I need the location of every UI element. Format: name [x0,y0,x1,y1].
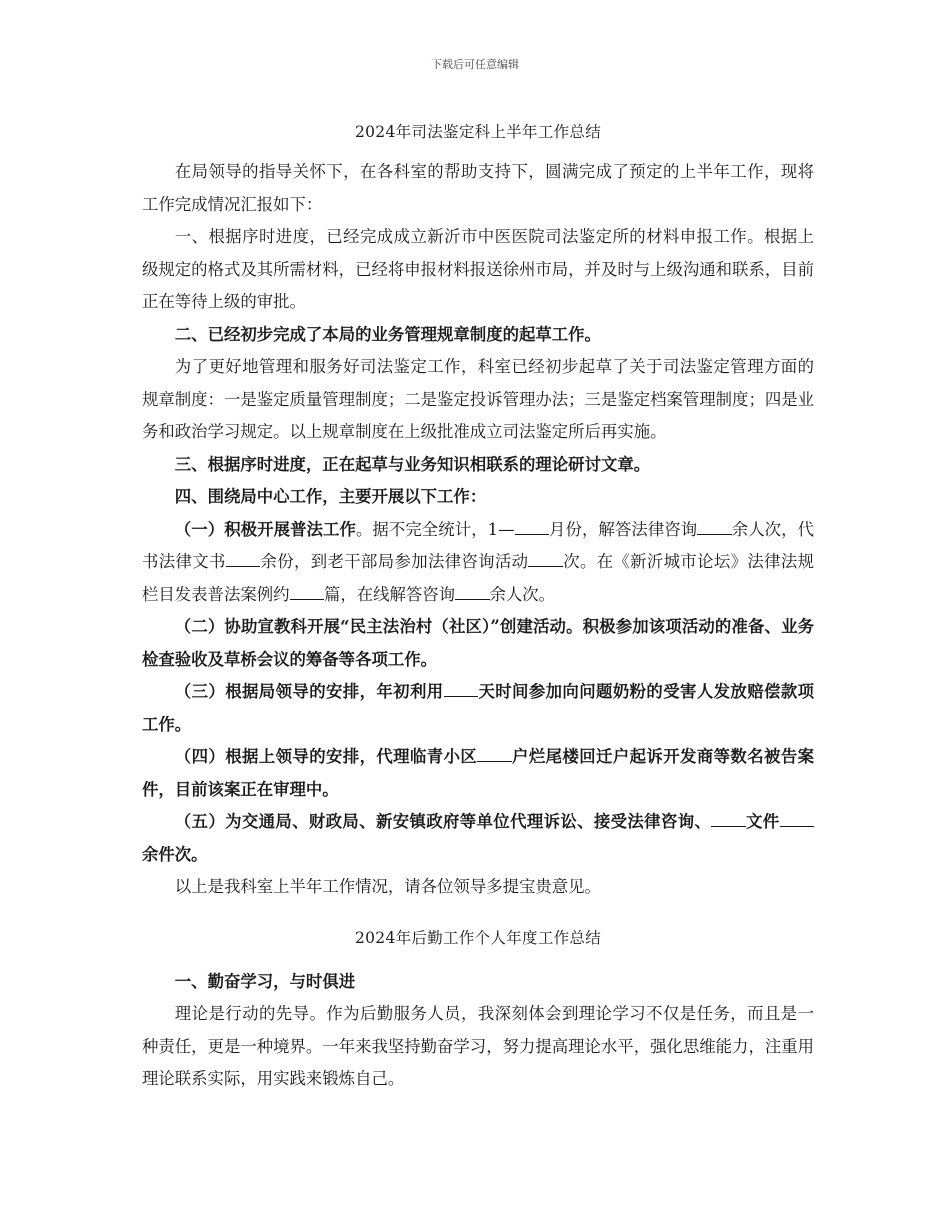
second-section-1-paragraph: 理论是行动的先导。作为后勤服务人员，我深刻体会到理论学习不仅是任务，而且是一种责任，更是一种境界。一年来我坚持勤奋学习，努力提高理论水平，强化思维能力，注重用理论联系实际，用实践来锻炼自己。 [142,1004,815,1088]
item-3-paragraph [142,676,814,741]
intro-paragraph: 在局领导的指导关怀下，在各科室的帮助支持下，圆满完成了预定的上半年工作，现将工作完成情况汇报如下： [142,162,814,214]
section-1-paragraph: 一、根据序时进度，已经完成成立新沂市中医医院司法鉴定所的材料申报工作。根据上级规定的格式及其所需材料，已经将申报材料报送徐州市局，并及时与上级沟通和联系，目前正在等待上级的审批。 [142,227,815,311]
blank-line [697,534,731,535]
page-header: 下载后可任意编辑 [431,58,519,71]
item-1-text: 余人次，代书法律文书 [142,519,815,571]
second-section-1-heading: 一、勤奋学习，与时俱进 [174,971,356,991]
document-body [142,120,814,1096]
blank-line [711,826,745,827]
closing-paragraph: 以上是我科室上半年工作情况，请各位领导多提宝贵意见。 [174,877,601,896]
item-3-text: 天时间参加向问题奶粉的受害人发放赔偿款项工作。 [142,682,815,734]
item-5-paragraph [142,806,814,871]
blank-line [515,534,549,535]
item-4-text: （四）根据上领导的安排，代理临青小区 [174,747,478,766]
blank-line [444,696,478,697]
second-document-title: 2024年后勤工作个人年度工作总结 [354,928,602,947]
item-5-text: 余件次。 [142,844,208,864]
section-4-heading: 四、围绕局中心工作，主要开展以下工作： [174,487,487,506]
blank-line [528,566,562,567]
item-1-text: 余人次。 [489,584,556,604]
item-1-heading: （一）积极开展普法工作 [174,519,356,539]
item-3-text: （三）根据局领导的安排，年初利用 [174,682,444,701]
item-1-paragraph [142,514,814,612]
item-2-paragraph: （二）协助宣教科开展“民主法治村（社区）”创建活动。积极参加该项活动的准备、业务检查验收及草桥会议的筹备等各项工作。 [142,617,814,669]
section-2-heading: 二、已经初步完成了本局的业务管理规章制度的起草工作。 [174,324,601,344]
item-4-paragraph [142,741,814,806]
blank-line [477,761,511,762]
item-4-text: 户烂尾楼回迁户起诉开发商等数名被告案件，目前该案正在审理中。 [142,747,815,799]
item-5-text: （五）为交通局、财政局、新安镇政府等单位代理诉讼、接受法律咨询、 [174,812,712,831]
section-3-heading: 三、根据序时进度，正在起草与业务知识相联系的理论研讨文章。 [174,454,651,474]
blank-line [780,826,814,827]
item-1-text: 月份，解答法律咨询 [548,519,698,539]
blank-line [226,566,260,567]
blank-line [455,599,489,600]
item-1-text: 篇，在线解答咨询 [323,584,456,604]
document-title: 2024年司法鉴定科上半年工作总结 [354,123,602,141]
item-1-text: 。据不完全统计，1— [355,519,515,539]
item-1-text: 次。在《新沂城市论坛》法律法规栏目发表普法案例约 [142,552,815,604]
item-5-text: 文件 [745,812,780,831]
section-2-paragraph: 为了更好地管理和服务好司法鉴定工作，科室已经初步起草了关于司法鉴定管理方面的规章制度：一是鉴定质量管理制度；二是鉴定投诉管理办法；三是鉴定档案管理制度；四是业务和政治学习规定。以上规章制度在上级批准成立司法鉴定所后再实施。 [142,357,815,441]
item-1-text: 余份，到老干部局参加法律咨询活动 [260,552,529,571]
blank-line [290,599,324,600]
